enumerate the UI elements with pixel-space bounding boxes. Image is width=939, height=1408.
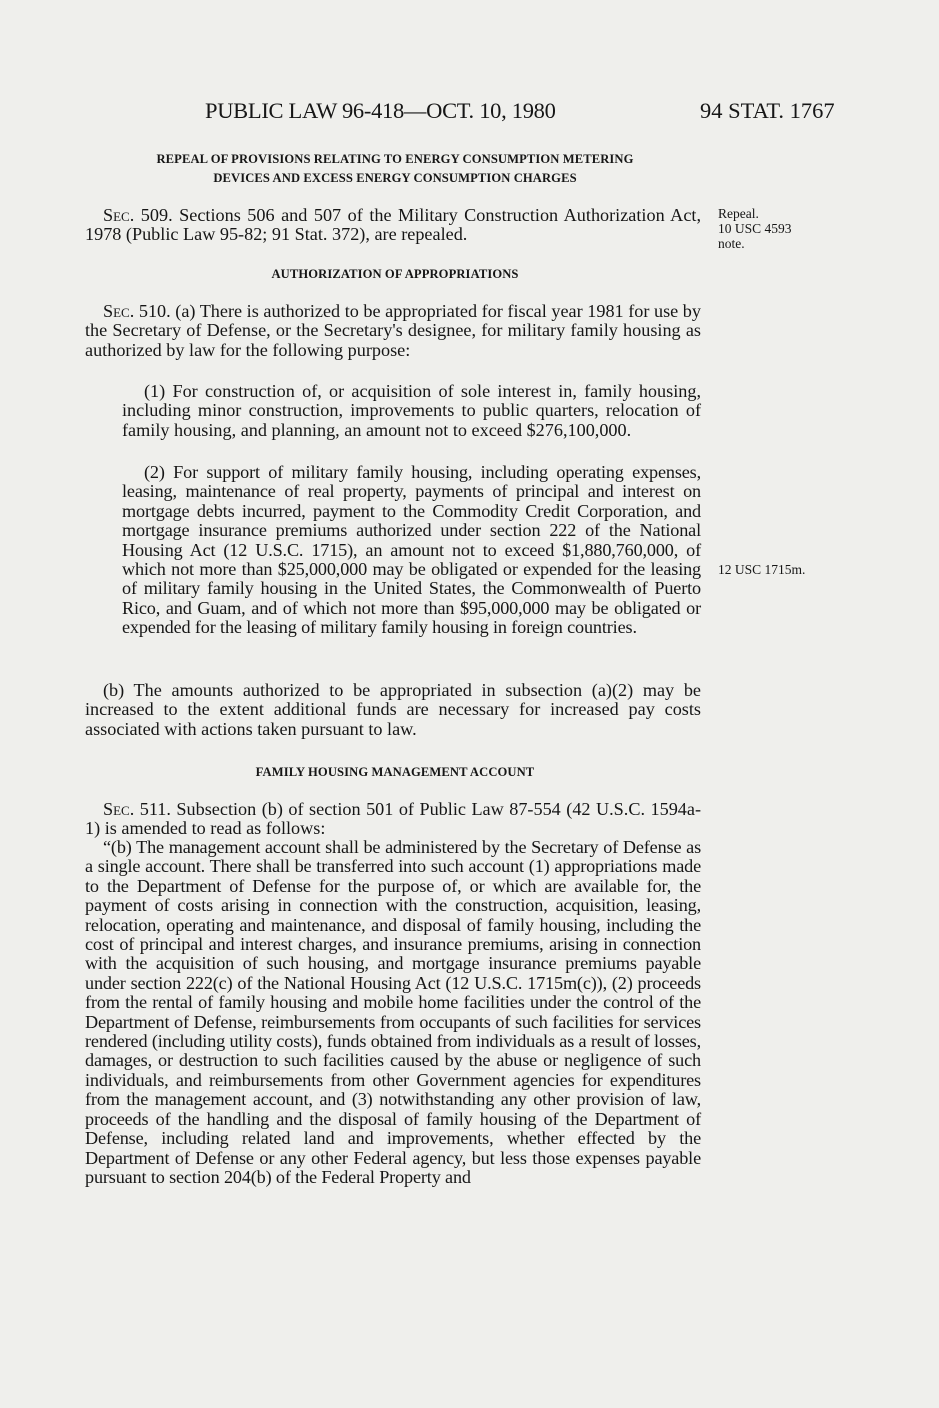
margin-note-note: note.	[718, 236, 745, 251]
section-510-subsection-b: (b) The amounts authorized to be appropriated in subsection (a)(2) may be increased to the extent additional funds are necessary for increased pay costs associated with actions taken pursuant to law.	[85, 680, 701, 739]
section-511-intro	[85, 800, 701, 839]
section-509-label: Sec.	[103, 205, 135, 225]
section-511-intro-text: 511. Subsection (b) of section 501 of Public Law 87-554 (42 U.S.C. 1594a-1) is amended to read as follows:	[85, 799, 702, 839]
section-510-intro	[85, 302, 701, 360]
section-510-item-2: (2) For support of military family housing, including operating expenses, leasing, maintenance of real property, payments of principal and interest on mortgage debts incurred, payment to the Commodity Credit Corporation, and mortgage insurance premiums authorized under section 222 of the National Housing Act (12 U.S.C. 1715), an amount not to exceed $1,880,760,000, of which not more than $25,000,000 may be obligated or expended for the leasing of military family housing in the United States, the Commonwealth of Puerto Rico, and Guam, and of which not more than $95,000,000 may be obligated or expended for the leasing of military family housing in foreign countries.	[122, 462, 701, 638]
section-511-body: “(b) The management account shall be administered by the Secretary of Defense as a single account. There shall be transferred into such account (1) appropriations made to the Department of Defense for the purpose of, or which are available for, the payment of costs arising in connection with the construction, acquisition, leasing, relocation, operating and maintenance, and disposal of family housing, including the cost of principal and interest charges, and insurance premiums, arising in connection with the acquisition of such housing, and mortgage insurance premiums payable under section 222(c) of the National Housing Act (12 U.S.C. 1715m(c)), (2) proceeds from the rental of family housing and mobile home facilities under the control of the Department of Defense, reimbursements from occupants of such facilities for services rendered (including utility costs), funds obtained from individuals as a result of losses, damages, or destruction to such facilities caused by the abuse or negligence of such individuals, and reimbursements from other Government agencies for expenditures from the management account, and (3) notwithstanding any other provision of law, proceeds of the handling and the disposal of family housing of the Department of Defense, including related land and improvements, whether effected by the Department of Defense or any other Federal agency, but less those expenses payable pursuant to section 204(b) of the Federal Property and	[85, 837, 701, 1187]
section-510-heading: AUTHORIZATION OF APPROPRIATIONS	[271, 267, 519, 281]
margin-note-repeal: Repeal.	[718, 206, 759, 221]
section-509-text: 509. Sections 506 and 507 of the Military Construction Authorization Act, 1978 (Public Law 95-82; 91 Stat. 372), are repealed.	[85, 205, 701, 245]
page-header-title: PUBLIC LAW 96-418—OCT. 10, 1980	[205, 98, 556, 123]
section-511-heading: FAMILY HOUSING MANAGEMENT ACCOUNT	[255, 765, 535, 779]
margin-note-10-usc-4593: 10 USC 4593	[718, 221, 792, 236]
section-509-paragraph	[85, 206, 701, 245]
section-509-heading-line2: DEVICES AND EXCESS ENERGY CONSUMPTION CHARGES	[213, 171, 577, 185]
section-510-intro-text: 510. (a) There is authorized to be appropriated for fiscal year 1981 for use by the Secretary of Defense, or the Secretary's designee, for military family housing as authorized by law for the following purpose:	[85, 301, 701, 360]
section-510-label: Sec.	[103, 301, 135, 321]
page-header-stat: 94 STAT. 1767	[700, 98, 835, 123]
section-509-heading	[80, 150, 710, 188]
section-509-heading-line1: REPEAL OF PROVISIONS RELATING TO ENERGY CONSUMPTION METERING	[156, 152, 634, 166]
section-511-label: Sec.	[103, 799, 135, 819]
section-510-item-1: (1) For construction of, or acquisition of sole interest in, family housing, including minor construction, improvements to public quarters, relocation of family housing, and planning, an amount not to exceed $276,100,000.	[122, 381, 701, 440]
margin-note-12-usc-1715m: 12 USC 1715m.	[718, 562, 806, 577]
